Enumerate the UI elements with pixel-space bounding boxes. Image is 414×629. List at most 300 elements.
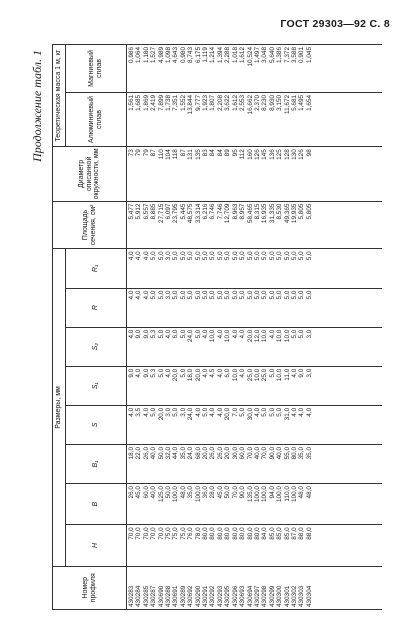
table-cell: 70,0 xyxy=(157,527,165,540)
table-cell: 6,0 xyxy=(172,329,180,339)
table-cell: 1,064 xyxy=(135,47,143,63)
table-cell: 68,0 xyxy=(194,446,202,460)
table-cell: 1,045 xyxy=(305,47,313,63)
table-cell: 1,654 xyxy=(305,94,313,111)
table-cell: 160 xyxy=(246,149,254,160)
table-cell: 73 xyxy=(128,149,135,157)
table-cell: 36,0 xyxy=(202,486,210,499)
table-cell: 126 xyxy=(298,149,306,160)
table-cell: 4,0 xyxy=(165,329,173,339)
table-cell: 70,0 xyxy=(150,527,158,540)
table-cell: 4,0 xyxy=(142,251,150,261)
table-cell: 5,0 xyxy=(157,251,165,261)
table-cell: 5,0 xyxy=(253,290,261,300)
table-cell: 3,048 xyxy=(261,47,269,63)
header-mass: Теоретическая масса 1 м, кг xyxy=(53,45,66,147)
list-R xyxy=(128,289,313,327)
table-cell: 3,0 xyxy=(179,407,187,417)
table-cell: 24,0 xyxy=(187,329,195,343)
table-cell: 4,0 xyxy=(128,251,135,261)
table-cell: 5,0 xyxy=(216,290,224,300)
table-cell: 50,0 xyxy=(224,486,232,499)
table-cell: 430302 xyxy=(290,585,298,607)
table-cell: 1,386 xyxy=(276,47,284,63)
table-cell: 30,0 xyxy=(231,446,239,460)
table-cell: 5,477 xyxy=(128,203,135,220)
table-cell: 1,869 xyxy=(142,94,150,111)
table-cell: 4,0 xyxy=(202,368,210,378)
table-cell: 79 xyxy=(142,149,150,157)
table-cell: 70,0 xyxy=(231,486,239,499)
table-cell: 104 xyxy=(165,149,173,160)
table-cell: 5,0 xyxy=(150,290,158,300)
table-cell: 4,0 xyxy=(209,407,217,417)
header-R: R xyxy=(66,288,127,327)
table-cell: 100,0 xyxy=(194,486,202,503)
table-cell: 4,0 xyxy=(135,368,143,378)
table-cell: 8,230 xyxy=(261,94,269,111)
table-cell: 87,0 xyxy=(290,527,298,540)
column-area xyxy=(127,201,383,249)
table-cell: 75,0 xyxy=(179,527,187,540)
table-cell: 1,497 xyxy=(253,47,261,63)
table-cell: 20,0 xyxy=(224,446,232,460)
table-cell: 5,0 xyxy=(209,290,217,300)
table-cell: 5,0 xyxy=(172,251,180,261)
table-cell: 84 xyxy=(209,149,217,157)
table-cell: 84,0 xyxy=(261,527,269,540)
table-cell: 95 xyxy=(231,149,239,157)
table-cell: 112 xyxy=(239,149,247,160)
table-cell: 4,0 xyxy=(290,368,298,378)
table-cell: 2,419 xyxy=(150,94,158,111)
table-cell: 5,681 xyxy=(290,94,298,111)
table-cell: 5,0 xyxy=(261,251,269,261)
page-header: ГОСТ 29303—92 С. 8 xyxy=(280,18,390,30)
table-cell: 44,0 xyxy=(172,446,180,460)
table-cell: 5,0 xyxy=(231,251,239,261)
column-H xyxy=(127,525,383,566)
table-cell: 5,0 xyxy=(202,251,210,261)
table-cell: 80,0 xyxy=(209,527,217,540)
table-cell: 70,0 xyxy=(135,527,143,540)
table-cell: 5,3 xyxy=(150,368,158,378)
list-aluminum xyxy=(128,93,313,146)
table-cell: 5,0 xyxy=(305,251,313,261)
table-cell: 6,557 xyxy=(142,203,150,220)
list-circle xyxy=(128,147,313,200)
table-cell: 70,0 xyxy=(128,527,135,540)
table-cell: 430296 xyxy=(231,585,239,607)
table-cell: 23,795 xyxy=(172,203,180,224)
table-cell: 5,0 xyxy=(239,251,247,261)
table-cell: 5,0 xyxy=(261,290,269,300)
table-cell: 4,0 xyxy=(128,290,135,300)
table-cell: 20,0 xyxy=(194,368,202,382)
table-cell: 50,0 xyxy=(165,486,173,499)
table-cell: 7,899 xyxy=(157,94,165,111)
table-cell: 430298 xyxy=(261,585,269,607)
header-circle: Диаметр описанной окружности, мм xyxy=(53,147,127,201)
table-cell: 88,0 xyxy=(298,527,306,540)
table-cell: 7,372 xyxy=(283,47,291,63)
table-cell: 125,0 xyxy=(157,486,165,503)
list-magnesium xyxy=(128,45,313,92)
table-cell: 5,0 xyxy=(276,251,284,261)
table-cell: 4,0 xyxy=(128,407,135,417)
table-cell: 48,0 xyxy=(179,486,187,499)
table-cell: 4,0 xyxy=(194,407,202,417)
table-cell: 26,0 xyxy=(209,446,217,460)
table-cell: 5,0 xyxy=(290,329,298,339)
table-cell: 98 xyxy=(305,149,313,157)
table-cell: 5,0 xyxy=(179,290,187,300)
column-S2 xyxy=(127,327,383,366)
table-cell: 5,0 xyxy=(187,290,195,300)
table-cell: 4,0 xyxy=(253,407,261,417)
table-cell: 80,0 xyxy=(216,527,224,540)
header-sizes: Размеры, мм xyxy=(53,249,66,566)
column-B1 xyxy=(127,444,383,483)
table-cell: 1,612 xyxy=(239,47,247,63)
table-cell: 80,0 xyxy=(202,527,210,540)
table-cell: 10,0 xyxy=(276,329,284,343)
table-cell: 4,0 xyxy=(135,290,143,300)
table-cell: 10,0 xyxy=(224,329,232,343)
table-cell: 100,0 xyxy=(290,486,298,503)
table-cell: 8,963 xyxy=(231,203,239,220)
table-cell: 8,315 xyxy=(253,203,261,220)
table-cell: 110,0 xyxy=(283,486,291,502)
table-cell: 5,0 xyxy=(157,290,165,300)
table-cell: 90,0 xyxy=(268,446,276,460)
table-cell: 430304 xyxy=(305,585,313,607)
column-circle xyxy=(127,147,383,201)
table-cell: 22,0 xyxy=(135,446,143,460)
table-cell: 79 xyxy=(135,149,143,157)
table-cell: 8,930 xyxy=(268,94,276,111)
list-S1 xyxy=(128,367,313,405)
table-cell: 5,0 xyxy=(216,251,224,261)
table-cell: 1,495 xyxy=(298,94,306,111)
table-cell: 1,738 xyxy=(165,94,173,111)
table-cell: 0,986 xyxy=(128,47,135,63)
table-cell: 5,0 xyxy=(298,290,306,300)
table-cell: 4,0 xyxy=(216,329,224,339)
header-S: S xyxy=(66,405,127,444)
table-cell: 60,0 xyxy=(142,486,150,499)
profile-table xyxy=(52,44,382,610)
table-cell: 5,0 xyxy=(246,290,254,300)
table-cell: 10,0 xyxy=(253,368,261,382)
table-cell: 20,0 xyxy=(246,329,254,343)
column-number xyxy=(127,566,383,609)
table-cell: 430690 xyxy=(157,585,165,607)
table-cell: 3,0 xyxy=(165,290,173,300)
table-cell: 4,5 xyxy=(209,368,217,378)
table-cell: 5,0 xyxy=(224,290,232,300)
table-cell: 3,5 xyxy=(135,407,143,417)
table-cell: 55,0 xyxy=(283,446,291,460)
header-magnesium: Магниевый сплав xyxy=(66,45,127,93)
column-R xyxy=(127,288,383,327)
table-cell: 20,0 xyxy=(172,368,180,382)
table-cell: 10,0 xyxy=(231,368,239,382)
table-cell: 5,0 xyxy=(305,290,313,300)
table-cell: 35,0 xyxy=(187,486,195,499)
table-cell: 75,0 xyxy=(172,527,180,540)
table-cell: 430293 xyxy=(216,585,224,607)
table-cell: 19,935 xyxy=(290,203,298,224)
table-cell: 9,0 xyxy=(128,368,135,378)
table-cell: 2,208 xyxy=(216,94,224,111)
table-cell: 5,0 xyxy=(179,251,187,261)
table-cell: 48,575 xyxy=(187,203,195,224)
table-cell: 130 xyxy=(290,149,298,160)
table-cell: 5,0 xyxy=(202,407,210,417)
table-cell: 32,0 xyxy=(165,446,173,460)
table-cell: 76,0 xyxy=(187,527,195,540)
table-cell: 8,885 xyxy=(150,203,158,220)
column-S xyxy=(127,405,383,444)
table-cell: 85,0 xyxy=(283,527,291,540)
table-cell: 89 xyxy=(224,149,232,157)
table-cell: 1,807 xyxy=(209,94,217,111)
table-cell: 94,0 xyxy=(268,486,276,499)
table-cell: 1,561 xyxy=(128,94,135,111)
table-cell: 6,175 xyxy=(194,47,202,63)
table-cell: 100,0 xyxy=(261,486,269,503)
table-cell: 1,214 xyxy=(209,47,217,63)
table-cell: 4,0 xyxy=(216,368,224,378)
table-cell: 35,0 xyxy=(179,446,187,460)
table-cell: 5,0 xyxy=(187,251,195,261)
table-cell: 9,0 xyxy=(135,329,143,339)
list-B xyxy=(128,484,313,524)
header-profile-number: Номер профиля xyxy=(53,566,127,609)
table-cell: 4,0 xyxy=(268,329,276,339)
table-cell: 5,0 xyxy=(179,329,187,339)
table-cell: 35,0 xyxy=(298,446,306,460)
table-cell: 50,0 xyxy=(157,446,165,460)
table-cell: 12,709 xyxy=(224,203,232,224)
table-cell: 5,0 xyxy=(261,407,269,417)
table-cell: 9,777 xyxy=(194,94,202,111)
table-cell: 5,0 xyxy=(290,251,298,261)
table-cell: 5,0 xyxy=(150,407,158,417)
table-cell: 5,0 xyxy=(268,251,276,261)
table-cell: 5,0 xyxy=(202,290,210,300)
table-cell: 33,314 xyxy=(194,203,202,224)
header-H: H xyxy=(66,525,127,566)
table-cell: 85,0 xyxy=(268,527,276,540)
table-cell: 2,288 xyxy=(224,47,232,63)
table-cell: 1,612 xyxy=(231,94,239,111)
table-cell: 80,0 xyxy=(239,527,247,540)
table-cell: 1,923 xyxy=(202,94,210,111)
table-cell: 5,0 xyxy=(157,329,165,339)
table-cell: 4,0 xyxy=(298,407,306,417)
table-cell: 430288 xyxy=(165,585,173,607)
table-cell: 430287 xyxy=(150,585,158,607)
table-cell: 2,553 xyxy=(239,94,247,111)
table-cell: 430295 xyxy=(224,585,232,607)
table-cell: 4,0 xyxy=(231,329,239,339)
table-cell: 430297 xyxy=(253,585,261,607)
table-cell: 3,0 xyxy=(165,407,173,417)
table-cell: 5,0 xyxy=(268,368,276,378)
table-cell: 5,0 xyxy=(179,368,187,378)
table-cell: 45,0 xyxy=(216,486,224,499)
column-S1 xyxy=(127,366,383,405)
table-cell: 1,394 xyxy=(216,47,224,63)
table-cell: 3,150 xyxy=(276,94,284,111)
table-cell: 5,0 xyxy=(268,290,276,300)
table-cell: 70,0 xyxy=(142,527,150,540)
list-S xyxy=(128,406,313,444)
column-R1 xyxy=(127,249,383,288)
table-cell: 8,743 xyxy=(187,47,195,63)
table-cell: 40,0 xyxy=(276,446,284,460)
header-S1: S₁ xyxy=(66,366,127,405)
header-aluminum: Алюминиевый сплав xyxy=(66,92,127,146)
table-cell: 4,0 xyxy=(165,368,173,378)
table-cell: 6,0 xyxy=(224,368,232,378)
table-cell: 136 xyxy=(268,149,276,160)
table-cell: 0,980 xyxy=(179,47,187,63)
table-cell: 45,0 xyxy=(135,486,143,499)
table-cell: 49,365 xyxy=(283,203,291,224)
table-cell: 78,0 xyxy=(194,527,202,540)
table-cell: 100,0 xyxy=(253,486,261,503)
table-cell: 4,0 xyxy=(216,407,224,417)
table-cell: 8,530 xyxy=(276,203,284,220)
table-cell: 5,0 xyxy=(276,290,284,300)
table-cell: 40,0 xyxy=(150,486,158,499)
table-cell: 35,0 xyxy=(305,446,313,460)
table-cell: 9,0 xyxy=(142,368,150,378)
table-cell: 145 xyxy=(261,149,269,160)
table-cell: 24,0 xyxy=(187,407,195,421)
table-cell: 430691 xyxy=(172,585,180,607)
table-cell: 110 xyxy=(157,149,165,160)
table-cell: 4,0 xyxy=(128,329,135,339)
table-cell: 84 xyxy=(216,149,224,157)
table-cell: 135,0 xyxy=(246,486,254,503)
table-cell: 118 xyxy=(172,149,180,160)
table-cell: 88,0 xyxy=(305,527,313,540)
list-B1 xyxy=(128,445,313,483)
header-B: B xyxy=(66,484,127,525)
table-cell: 5,0 xyxy=(268,407,276,417)
table-cell: 0,901 xyxy=(298,47,306,63)
table-cell: 5,0 xyxy=(290,290,298,300)
table-cell: 70,0 xyxy=(246,446,254,460)
table-cell: 26,0 xyxy=(128,486,135,499)
rotated-content xyxy=(30,44,382,610)
header-S2: S₂ xyxy=(66,327,127,366)
table-cell: 87 xyxy=(179,149,187,157)
table-cell: 430285 xyxy=(142,585,150,607)
table-cell: 5,445 xyxy=(179,203,187,220)
table-cell: 7,746 xyxy=(216,203,224,220)
table-cell: 48,0 xyxy=(298,486,306,499)
table-cell: 13,844 xyxy=(187,94,195,115)
table-cell: 40,0 xyxy=(150,446,158,460)
table-cell: 5,0 xyxy=(239,407,247,417)
table-cell: 5,0 xyxy=(194,290,202,300)
table-cell: 6,746 xyxy=(209,203,217,220)
table-cell: 75,0 xyxy=(165,527,173,540)
table-cell: 125 xyxy=(276,149,284,160)
table-cell: 90,0 xyxy=(239,486,247,499)
table-cell: 4,0 xyxy=(305,407,313,417)
table-cell: 3,588 xyxy=(290,47,298,63)
table-cell: 1,119 xyxy=(202,47,210,63)
table-cell: 40,0 xyxy=(253,446,261,460)
table-cell: 85,0 xyxy=(276,527,284,540)
table-cell: 11,672 xyxy=(283,94,291,114)
table-cell: 135 xyxy=(194,149,202,160)
table-cell: 4,0 xyxy=(239,368,247,378)
table-cell: 430300 xyxy=(276,585,284,607)
table-cell: 28,0 xyxy=(209,486,217,499)
table-cell: 131 xyxy=(187,149,195,160)
table-cell: 430693 xyxy=(239,585,247,607)
table-cell: 4,0 xyxy=(142,407,150,417)
list-S2 xyxy=(128,328,313,366)
table-cell: 4,0 xyxy=(239,329,247,339)
table-cell: 3,622 xyxy=(224,94,232,111)
list-R1 xyxy=(128,249,313,287)
column-aluminum xyxy=(127,92,383,146)
table-cell: 4,989 xyxy=(157,47,165,63)
column-B xyxy=(127,484,383,525)
table-cell: 3,0 xyxy=(305,329,313,339)
table-cell: 5,0 xyxy=(150,251,158,261)
header-B1: B₁ xyxy=(66,444,127,483)
table-cell: 5,0 xyxy=(253,251,261,261)
table-cell: 5,0 xyxy=(157,368,165,378)
table-cell: 430290 xyxy=(194,585,202,607)
table-cell: 9,0 xyxy=(298,368,306,378)
table-cell: 11,0 xyxy=(283,368,291,381)
table-cell: 5,805 xyxy=(305,203,313,220)
table-cell: 26,0 xyxy=(216,446,224,460)
table-cell: 9,0 xyxy=(142,329,150,339)
table-cell: 430289 xyxy=(179,585,187,607)
table-cell: 1,018 xyxy=(231,47,239,63)
table-cell: 25,0 xyxy=(261,368,269,382)
table-cell: 1,098 xyxy=(165,47,173,63)
table-cell: 430299 xyxy=(268,585,276,607)
table-cell: 60,0 xyxy=(239,446,247,460)
table-cell: 430284 xyxy=(135,585,143,607)
table-cell: 16,935 xyxy=(261,203,269,224)
table-cell: 100,0 xyxy=(172,486,180,503)
table-cell: 5,3 xyxy=(150,329,158,339)
list-H xyxy=(128,525,313,565)
table-cell: 8,957 xyxy=(239,203,247,220)
table-cell: 31,335 xyxy=(268,203,276,224)
table-cell: 5,640 xyxy=(268,47,276,63)
table-cell: 20,0 xyxy=(224,407,232,421)
table-cell: 128 xyxy=(283,149,291,160)
table-cell: 430301 xyxy=(283,585,291,607)
table-cell: 27,715 xyxy=(157,203,165,224)
table-cell: 87 xyxy=(150,149,158,157)
table-cell: 18,0 xyxy=(187,368,195,382)
